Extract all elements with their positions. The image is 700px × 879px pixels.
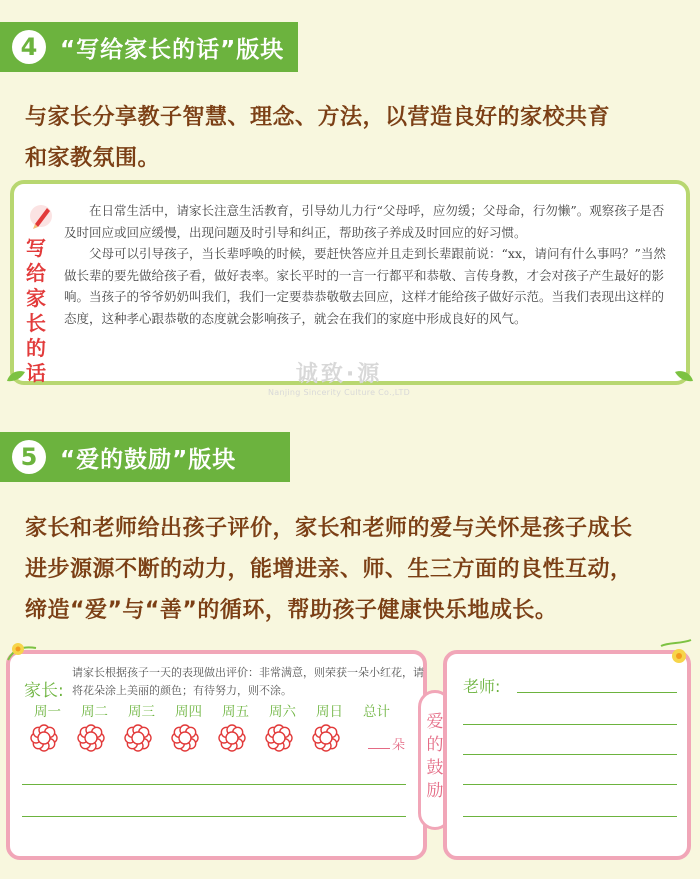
- writing-line[interactable]: [517, 692, 677, 693]
- letter-card: [10, 180, 690, 385]
- section-5-intro: [25, 508, 633, 631]
- letter-body: [64, 200, 672, 329]
- day-label: 周三: [128, 704, 155, 720]
- intro-line: 与家长分享教子智慧、理念、方法，以营造良好的家校共育: [25, 105, 611, 130]
- writing-line[interactable]: [463, 754, 677, 755]
- total-unit-label: 朵: [392, 738, 406, 753]
- section-4-header: [0, 22, 298, 72]
- writing-line[interactable]: [22, 784, 406, 785]
- intro-line: 进步源源不断的动力，能增进亲、师、生三方面的良性互动，: [25, 557, 633, 582]
- flower-decoration-icon: [659, 638, 693, 668]
- section-number: 5: [12, 440, 46, 474]
- flower-icon[interactable]: [218, 722, 265, 754]
- leaf-icon: [6, 369, 26, 383]
- section-title: “爱的鼓励”版块: [60, 446, 237, 473]
- day-label: 周五: [222, 704, 249, 720]
- teacher-label: 老师:: [463, 677, 501, 696]
- writing-line[interactable]: [463, 784, 677, 785]
- flower-row: [30, 722, 359, 754]
- intro-line: 和家教氛围。: [25, 146, 161, 171]
- section-4-intro: [25, 97, 610, 179]
- day-label: 总计: [363, 704, 390, 720]
- section-title: “写给家长的话”版块: [60, 36, 285, 63]
- leaf-icon: [674, 369, 694, 383]
- flower-icon[interactable]: [171, 722, 218, 754]
- flower-icon[interactable]: [77, 722, 124, 754]
- flower-decoration-icon: [6, 638, 40, 664]
- day-label: 周一: [34, 704, 61, 720]
- watermark-logo-text: 诚致·源: [295, 362, 383, 387]
- section-5-header: [0, 432, 290, 482]
- pencil-icon: [28, 202, 54, 232]
- parent-label: 家长:: [24, 681, 64, 701]
- letter-paragraph: 父母可以引导孩子，当长辈呼唤的时候，要赶快答应并且走到长辈跟前说：“xx，请问有什么事吗？”当然做长辈的要先做给孩子看，做好表率。家长平时的一言一行都平和恭敬、言传身教，才会对孩子产生最好的影响。当孩子的爷爷奶奶叫我们，我们一定要恭恭敬敬去回应，这样才能给孩子做好示范。当我们表现出这样的态度，这种孝心跟恭敬的态度就会影响孩子，就会在我们的家庭中形成良好的风气。: [64, 246, 666, 326]
- weekday-row: [24, 700, 400, 720]
- day-label: 周二: [81, 704, 108, 720]
- total-blank[interactable]: [368, 748, 390, 749]
- day-label: 周四: [175, 704, 202, 720]
- flower-icon[interactable]: [265, 722, 312, 754]
- parent-evaluation-card: [6, 650, 427, 860]
- letter-paragraph: 在日常生活中，请家长注意生活教育，引导幼儿力行“父母呼，应勿缓；父母命，行勿懒”。观察孩子是否及时回应或回应缓慢，出现问题及时引导和纠正，帮助孩子养成及时回应的好习惯。: [64, 203, 665, 240]
- day-label: 周日: [316, 704, 343, 720]
- section-number: 4: [12, 30, 46, 64]
- intro-line: 家长和老师给出孩子评价，家长和老师的爱与关怀是孩子成长: [25, 516, 633, 541]
- day-label: 周六: [269, 704, 296, 720]
- love-encouragement-badge: 爱的鼓励: [418, 690, 452, 830]
- flower-icon[interactable]: [312, 722, 359, 754]
- total-field[interactable]: [368, 734, 405, 753]
- writing-line[interactable]: [463, 724, 677, 725]
- flower-icon[interactable]: [124, 722, 171, 754]
- evaluation-instruction: 请家长根据孩子一天的表现做出评价：非常满意，则荣获一朵小红花，请将花朵涂上美丽的颜色；有待努力，则不涂。: [72, 666, 424, 697]
- teacher-evaluation-card: [443, 650, 691, 860]
- writing-line[interactable]: [22, 816, 406, 817]
- flower-icon[interactable]: [30, 722, 77, 754]
- writing-line[interactable]: [463, 816, 677, 817]
- watermark-company: Nanjing Sincerity Culture Co.,LTD: [268, 388, 411, 397]
- watermark: [268, 357, 410, 397]
- intro-line: 缔造“爱”与“善”的循环，帮助孩子健康快乐地成长。: [25, 598, 558, 623]
- letter-side-title: 写给家长的话: [26, 236, 46, 385]
